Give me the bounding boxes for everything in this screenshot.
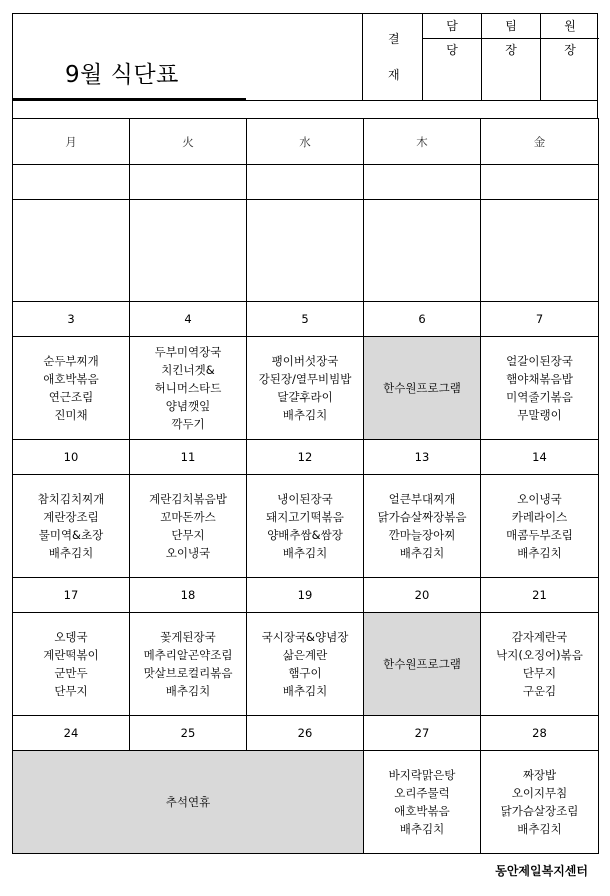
menu-item: 배추김치 (517, 546, 562, 560)
menu-item: 강된장/열무비빔밥 (258, 372, 352, 386)
weekday-header: 金 (481, 119, 599, 165)
blank-cell (364, 165, 481, 200)
menu-item: 꽃게된장국 (160, 630, 216, 644)
menu-item: 배추김치 (399, 822, 445, 836)
weekday-row (13, 119, 599, 165)
date-cell: 4 (130, 302, 247, 337)
blank-cell (247, 200, 364, 302)
date-row (13, 302, 599, 337)
date-row (13, 716, 599, 751)
holiday-cell: 추석연휴 (13, 751, 364, 854)
menu-item: 오리주물럭 (394, 786, 450, 800)
date-cell: 7 (481, 302, 599, 337)
menu-cell (247, 337, 364, 440)
menu-cell (130, 337, 247, 440)
weekday-header: 月 (13, 119, 130, 165)
approval-col-header: 담 당 (423, 14, 481, 39)
date-cell: 25 (130, 716, 247, 751)
approval-box (362, 14, 598, 100)
menu-cell (13, 337, 130, 440)
menu-item: 달걀후라이 (277, 390, 333, 404)
menu-cell (247, 475, 364, 578)
menu-cell (481, 337, 599, 440)
center-name: 동안제일복지센터 (495, 864, 588, 878)
menu-row (13, 337, 599, 440)
date-cell: 10 (13, 440, 130, 475)
date-cell: 28 (481, 716, 599, 751)
blank-cell (364, 200, 481, 302)
weekday-header: 木 (364, 119, 481, 165)
date-cell: 5 (247, 302, 364, 337)
menu-item: 오이냉국 (165, 546, 211, 560)
menu-item: 애호박볶음 (43, 372, 99, 386)
date-cell: 11 (130, 440, 247, 475)
date-cell: 24 (13, 716, 130, 751)
menu-item: 바지락맑은탕 (388, 768, 456, 782)
menu-row (13, 613, 599, 716)
blank-cell (13, 200, 130, 302)
menu-item: 깐마늘장아찌 (388, 528, 456, 542)
menu-cell (364, 337, 481, 440)
menu-item: 양배추쌈&쌈장 (267, 528, 343, 542)
menu-item: 미역줄기볶음 (506, 390, 573, 404)
menu-item: 배추김치 (165, 684, 211, 698)
date-row (13, 578, 599, 613)
blank-cell (481, 165, 599, 200)
menu-item: 계란떡볶이 (43, 648, 99, 662)
menu-item: 연근조림 (48, 390, 94, 404)
date-cell: 17 (13, 578, 130, 613)
menu-sheet (12, 13, 598, 854)
menu-item: 감자계란국 (511, 630, 568, 644)
menu-item: 물미역&초장 (38, 528, 104, 542)
menu-item: 메추리알곤약조림 (143, 648, 233, 662)
approval-col-director (541, 14, 599, 100)
menu-cell (130, 475, 247, 578)
title-underline (13, 98, 246, 100)
menu-item: 배추김치 (282, 408, 328, 422)
menu-item: 치킨너겟& (161, 363, 215, 377)
approval-col-staff (423, 14, 482, 100)
menu-item: 참치김치찌개 (37, 492, 105, 506)
menu-item: 햄야채볶음밥 (506, 372, 573, 386)
menu-item: 한수원프로그램 (383, 381, 461, 395)
menu-item: 매콤두부조림 (506, 528, 573, 542)
header-gap (12, 101, 598, 118)
menu-item: 꼬마돈까스 (160, 510, 216, 524)
blank-cell (130, 165, 247, 200)
menu-item: 햄구이 (288, 666, 322, 680)
date-row (13, 440, 599, 475)
approval-col-team-lead (482, 14, 541, 100)
menu-cell (13, 613, 130, 716)
approval-label-1: 결 (388, 32, 400, 46)
menu-item: 오이지무침 (511, 786, 568, 800)
title-area (13, 14, 362, 100)
page-title: 9월 식단표 (65, 62, 179, 88)
menu-item: 두부미역장국 (154, 345, 222, 359)
menu-item: 순두부찌개 (43, 354, 99, 368)
menu-item: 돼지고기떡볶음 (266, 510, 344, 524)
menu-item: 단무지 (54, 684, 88, 698)
menu-item: 배추김치 (399, 546, 445, 560)
menu-item: 배추김치 (282, 546, 328, 560)
menu-item: 진미채 (54, 408, 88, 422)
menu-cell (481, 475, 599, 578)
menu-item: 삶은계란 (282, 648, 328, 662)
menu-item: 국시장국&양념장 (261, 630, 349, 644)
date-cell: 21 (481, 578, 599, 613)
menu-row (13, 475, 599, 578)
menu-item: 구운김 (522, 684, 557, 698)
menu-item: 깍두기 (171, 417, 205, 431)
menu-cell (364, 613, 481, 716)
menu-item: 계란김치볶음밥 (149, 492, 227, 506)
menu-item: 냉이된장국 (277, 492, 333, 506)
date-cell: 12 (247, 440, 364, 475)
blank-cell (247, 165, 364, 200)
date-cell: 6 (364, 302, 481, 337)
date-cell: 14 (481, 440, 599, 475)
date-cell: 20 (364, 578, 481, 613)
sheet-header (12, 13, 598, 101)
date-cell: 27 (364, 716, 481, 751)
menu-cell (13, 475, 130, 578)
menu-item: 닭가슴살짜장볶음 (377, 510, 467, 524)
menu-item: 오이냉국 (517, 492, 562, 506)
menu-item: 팽이버섯장국 (271, 354, 339, 368)
menu-item: 양념깻잎 (165, 399, 211, 413)
date-cell: 13 (364, 440, 481, 475)
menu-item: 얼갈이된장국 (506, 354, 573, 368)
menu-cell (247, 613, 364, 716)
approval-col-header: 팀 장 (482, 14, 540, 39)
menu-item: 배추김치 (517, 822, 562, 836)
menu-row (13, 751, 599, 854)
menu-item: 닭가슴살장조림 (500, 804, 579, 818)
date-cell: 3 (13, 302, 130, 337)
menu-item: 한수원프로그램 (383, 657, 461, 671)
menu-item: 배추김치 (282, 684, 328, 698)
menu-item: 카레라이스 (511, 510, 568, 524)
menu-item: 허니머스타드 (154, 381, 222, 395)
weekday-header: 火 (130, 119, 247, 165)
menu-item: 얼큰부대찌개 (388, 492, 456, 506)
menu-item: 단무지 (522, 666, 557, 680)
menu-item: 맛살브로컬리볶음 (143, 666, 233, 680)
menu-item: 군만두 (54, 666, 88, 680)
menu-calendar-table (12, 118, 599, 854)
blank-cell (130, 200, 247, 302)
date-cell: 19 (247, 578, 364, 613)
menu-cell (364, 751, 481, 854)
date-cell: 26 (247, 716, 364, 751)
blank-row (13, 200, 599, 302)
menu-item: 오뎅국 (54, 630, 88, 644)
menu-item: 배추김치 (48, 546, 94, 560)
menu-item: 애호박볶음 (394, 804, 450, 818)
blank-row (13, 165, 599, 200)
blank-cell (481, 200, 599, 302)
blank-cell (13, 165, 130, 200)
menu-item: 낙지(오징어)볶음 (496, 648, 583, 662)
menu-cell (130, 613, 247, 716)
approval-label-2: 재 (388, 68, 400, 82)
weekday-header: 水 (247, 119, 364, 165)
menu-item: 계란장조림 (43, 510, 99, 524)
approval-label (363, 14, 423, 100)
date-cell: 18 (130, 578, 247, 613)
menu-cell (481, 751, 599, 854)
menu-cell (364, 475, 481, 578)
menu-cell (481, 613, 599, 716)
menu-item: 짜장밥 (522, 768, 557, 782)
menu-item: 무말랭이 (517, 408, 562, 422)
menu-item: 단무지 (171, 528, 205, 542)
approval-col-header: 원 장 (541, 14, 599, 39)
